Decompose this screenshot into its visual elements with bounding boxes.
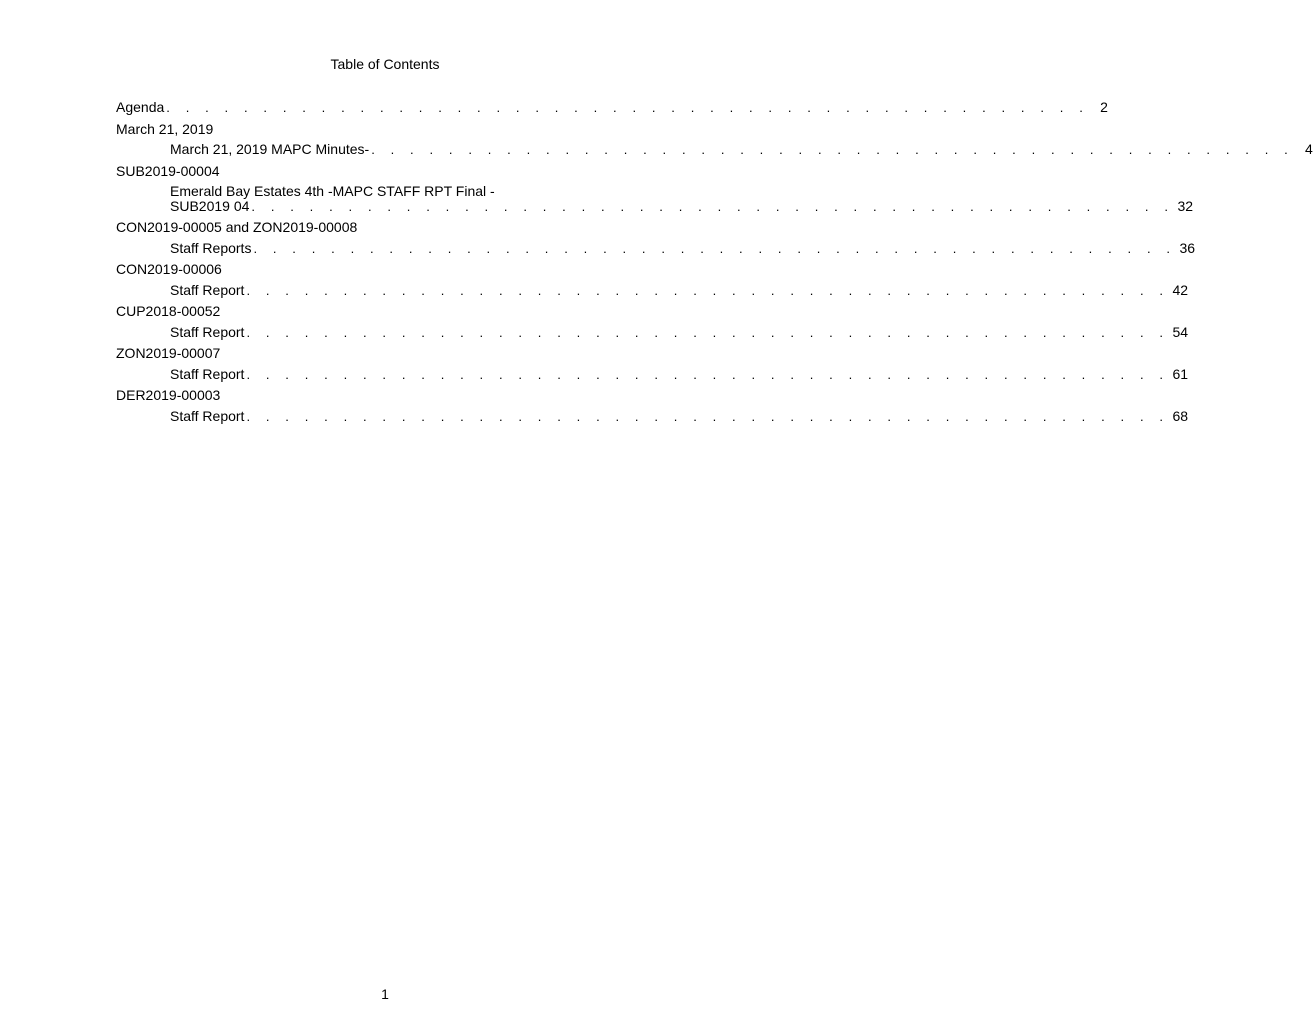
toc-entry-staff-report[interactable] <box>116 406 1189 428</box>
toc-entry-label: SUB2019 04 <box>170 198 250 214</box>
toc-entry-label: March 21, 2019 MAPC Minutes- <box>170 141 370 157</box>
toc-entry-label: Staff Report <box>170 407 245 424</box>
toc-entry-emerald-bay[interactable] <box>116 198 1194 214</box>
toc-heading-march-21-2019[interactable] <box>116 119 624 140</box>
toc-entry-staff-report[interactable] <box>116 322 1189 344</box>
toc-heading-label: SUB2019-00004 <box>116 162 220 179</box>
toc-entry-staff-reports[interactable] <box>116 238 1196 260</box>
dot-leader: . . . . . . . . . . . . . . . . . . . . . . . . . . . . . . . . . . . . . . . . . . . . . . . . <box>253 240 1177 256</box>
toc-entry-page: 2 <box>1100 99 1108 115</box>
toc-entry-page: 4 <box>1305 141 1313 157</box>
dot-leader: . . . . . . . . . . . . . . . . . . . . . . . . . . . . . . . . . . . . . . . . . . . . . . . . <box>246 324 1170 340</box>
toc-heading-sub2019-00004[interactable] <box>116 161 624 182</box>
dot-leader: . . . . . . . . . . . . . . . . . . . . . . . . . . . . . . . . . . . . . . . . . . . . . . . . <box>246 282 1170 298</box>
toc-heading-con2019-00005[interactable] <box>116 217 624 238</box>
toc-entry-label: Staff Report <box>170 323 245 340</box>
toc-heading-der2019-00003[interactable] <box>116 385 624 406</box>
toc-heading-label: CUP2018-00052 <box>116 303 221 319</box>
toc-entry-page: 36 <box>1179 239 1196 256</box>
toc-entry-label: Agenda <box>116 99 165 115</box>
toc-entry-mapc-minutes[interactable] <box>116 139 1313 161</box>
toc-heading-label: March 21, 2019 <box>116 120 214 137</box>
page-number: 1 <box>381 986 389 1002</box>
toc-heading-label: DER2019-00003 <box>116 387 221 403</box>
dot-leader: . . . . . . . . . . . . . . . . . . . . . . . . . . . . . . . . . . . . . . . . . . . . . . . . <box>246 408 1170 424</box>
toc-entry-label: Staff Report <box>170 281 245 298</box>
toc-entry-agenda[interactable] <box>116 97 1108 119</box>
toc-entry-page: 32 <box>1177 198 1194 214</box>
dot-leader: . . . . . . . . . . . . . . . . . . . . . . . . . . . . . . . . . . . . . . . . . . . . . . . . <box>246 366 1170 382</box>
toc-entry-page: 42 <box>1172 281 1189 298</box>
toc-heading-zon2019-00007[interactable] <box>116 343 624 364</box>
toc-entry-emerald-bay-line1[interactable]: Emerald Bay Estates 4th -MAPC STAFF RPT Final - <box>170 183 495 199</box>
toc-entry-page: 68 <box>1172 407 1189 424</box>
toc-entry-page: 54 <box>1172 323 1189 340</box>
dot-leader: . . . . . . . . . . . . . . . . . . . . . . . . . . . . . . . . . . . . . . . . . . . . . . . . <box>166 100 1089 115</box>
dot-leader: . . . . . . . . . . . . . . . . . . . . . . . . . . . . . . . . . . . . . . . . . . . . . . . . <box>371 142 1294 157</box>
toc-entry-staff-report[interactable] <box>116 280 1189 302</box>
dot-leader: . . . . . . . . . . . . . . . . . . . . . . . . . . . . . . . . . . . . . . . . . . . . . . . . <box>251 199 1175 214</box>
toc-entry-staff-report[interactable] <box>116 364 1189 386</box>
toc-heading-label: CON2019-00006 <box>116 261 222 277</box>
toc-heading-con2019-00006[interactable] <box>116 259 624 280</box>
toc-entry-page: 61 <box>1172 365 1189 382</box>
table-of-contents <box>116 97 1313 427</box>
toc-title: Table of Contents <box>330 56 440 72</box>
toc-heading-label: ZON2019-00007 <box>116 345 221 361</box>
toc-entry-label: Staff Reports <box>170 239 252 256</box>
toc-heading-cup2018-00052[interactable] <box>116 301 624 322</box>
toc-heading-label: CON2019-00005 and ZON2019-00008 <box>116 219 358 235</box>
toc-entry-label: Staff Report <box>170 365 245 382</box>
